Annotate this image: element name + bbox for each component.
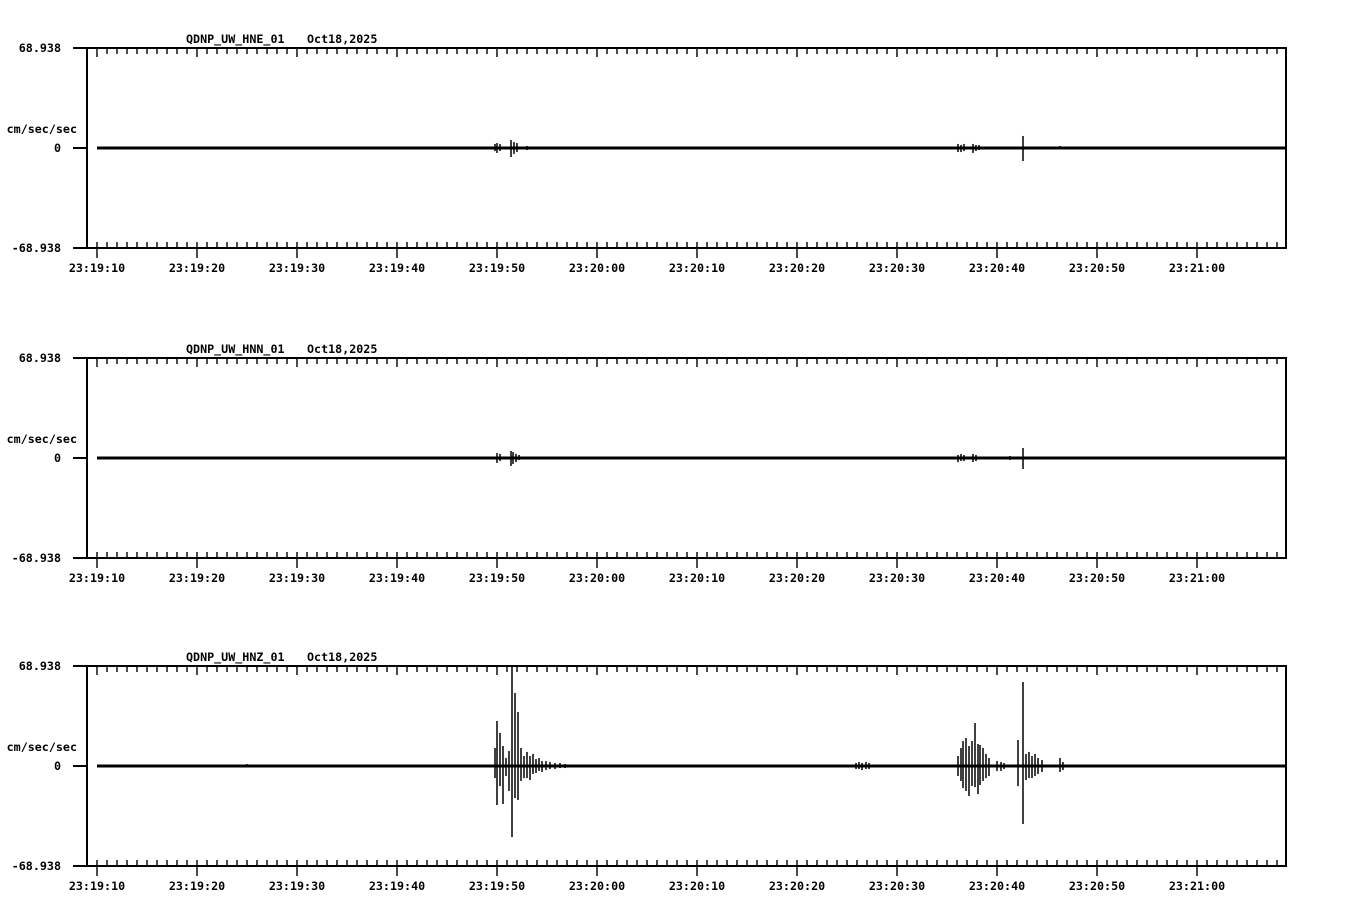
y-axis-unit-label: cm/sec/sec	[6, 432, 77, 446]
y-axis-max-label: 68.938	[18, 351, 61, 365]
x-tick-label: 23:19:50	[468, 261, 526, 275]
x-tick-label: 23:20:10	[668, 571, 726, 585]
station-channel-label: QDNP_UW_HNZ_01	[186, 650, 285, 664]
x-tick-label: 23:19:50	[468, 571, 526, 585]
x-tick-label: 23:19:30	[268, 879, 326, 893]
x-tick-label: 23:20:50	[1068, 261, 1126, 275]
date-label: Oct18,2025	[307, 32, 378, 46]
y-axis-max-label: 68.938	[18, 659, 61, 673]
date-label: Oct18,2025	[307, 342, 378, 356]
x-tick-label: 23:19:30	[268, 261, 326, 275]
x-tick-label: 23:20:10	[668, 879, 726, 893]
y-axis-zero-label: 0	[53, 451, 61, 465]
x-tick-label: 23:20:40	[968, 571, 1026, 585]
x-tick-label: 23:19:50	[468, 879, 526, 893]
y-axis-min-label: -68.938	[11, 551, 61, 565]
x-tick-label: 23:20:20	[768, 879, 826, 893]
station-channel-label: QDNP_UW_HNE_01	[186, 32, 285, 46]
x-tick-label: 23:19:40	[368, 879, 426, 893]
x-tick-label: 23:19:20	[168, 571, 226, 585]
x-tick-label: 23:19:40	[368, 571, 426, 585]
y-axis-unit-label: cm/sec/sec	[6, 122, 77, 136]
x-tick-label: 23:20:10	[668, 261, 726, 275]
x-tick-label: 23:21:00	[1168, 261, 1226, 275]
x-tick-label: 23:19:20	[168, 261, 226, 275]
x-tick-label: 23:19:10	[68, 261, 126, 275]
y-axis-unit-label: cm/sec/sec	[6, 740, 77, 754]
y-axis-zero-label: 0	[53, 759, 61, 773]
x-tick-label: 23:20:40	[968, 879, 1026, 893]
date-label: Oct18,2025	[307, 650, 378, 664]
y-axis-max-label: 68.938	[18, 41, 61, 55]
x-tick-label: 23:20:50	[1068, 879, 1126, 893]
x-tick-label: 23:19:20	[168, 879, 226, 893]
x-tick-label: 23:19:10	[68, 571, 126, 585]
station-channel-label: QDNP_UW_HNN_01	[186, 342, 285, 356]
x-tick-label: 23:20:30	[868, 571, 926, 585]
x-tick-label: 23:20:30	[868, 879, 926, 893]
x-tick-label: 23:19:10	[68, 879, 126, 893]
x-tick-label: 23:20:50	[1068, 571, 1126, 585]
x-tick-label: 23:20:00	[568, 879, 626, 893]
x-tick-label: 23:21:00	[1168, 571, 1226, 585]
x-tick-label: 23:20:40	[968, 261, 1026, 275]
x-tick-label: 23:20:00	[568, 261, 626, 275]
x-tick-label: 23:20:20	[768, 571, 826, 585]
x-tick-label: 23:19:40	[368, 261, 426, 275]
y-axis-min-label: -68.938	[11, 241, 61, 255]
y-axis-min-label: -68.938	[11, 859, 61, 873]
x-tick-label: 23:20:00	[568, 571, 626, 585]
x-tick-label: 23:19:30	[268, 571, 326, 585]
x-tick-label: 23:20:20	[768, 261, 826, 275]
x-tick-label: 23:20:30	[868, 261, 926, 275]
x-tick-label: 23:21:00	[1168, 879, 1226, 893]
y-axis-zero-label: 0	[53, 141, 61, 155]
